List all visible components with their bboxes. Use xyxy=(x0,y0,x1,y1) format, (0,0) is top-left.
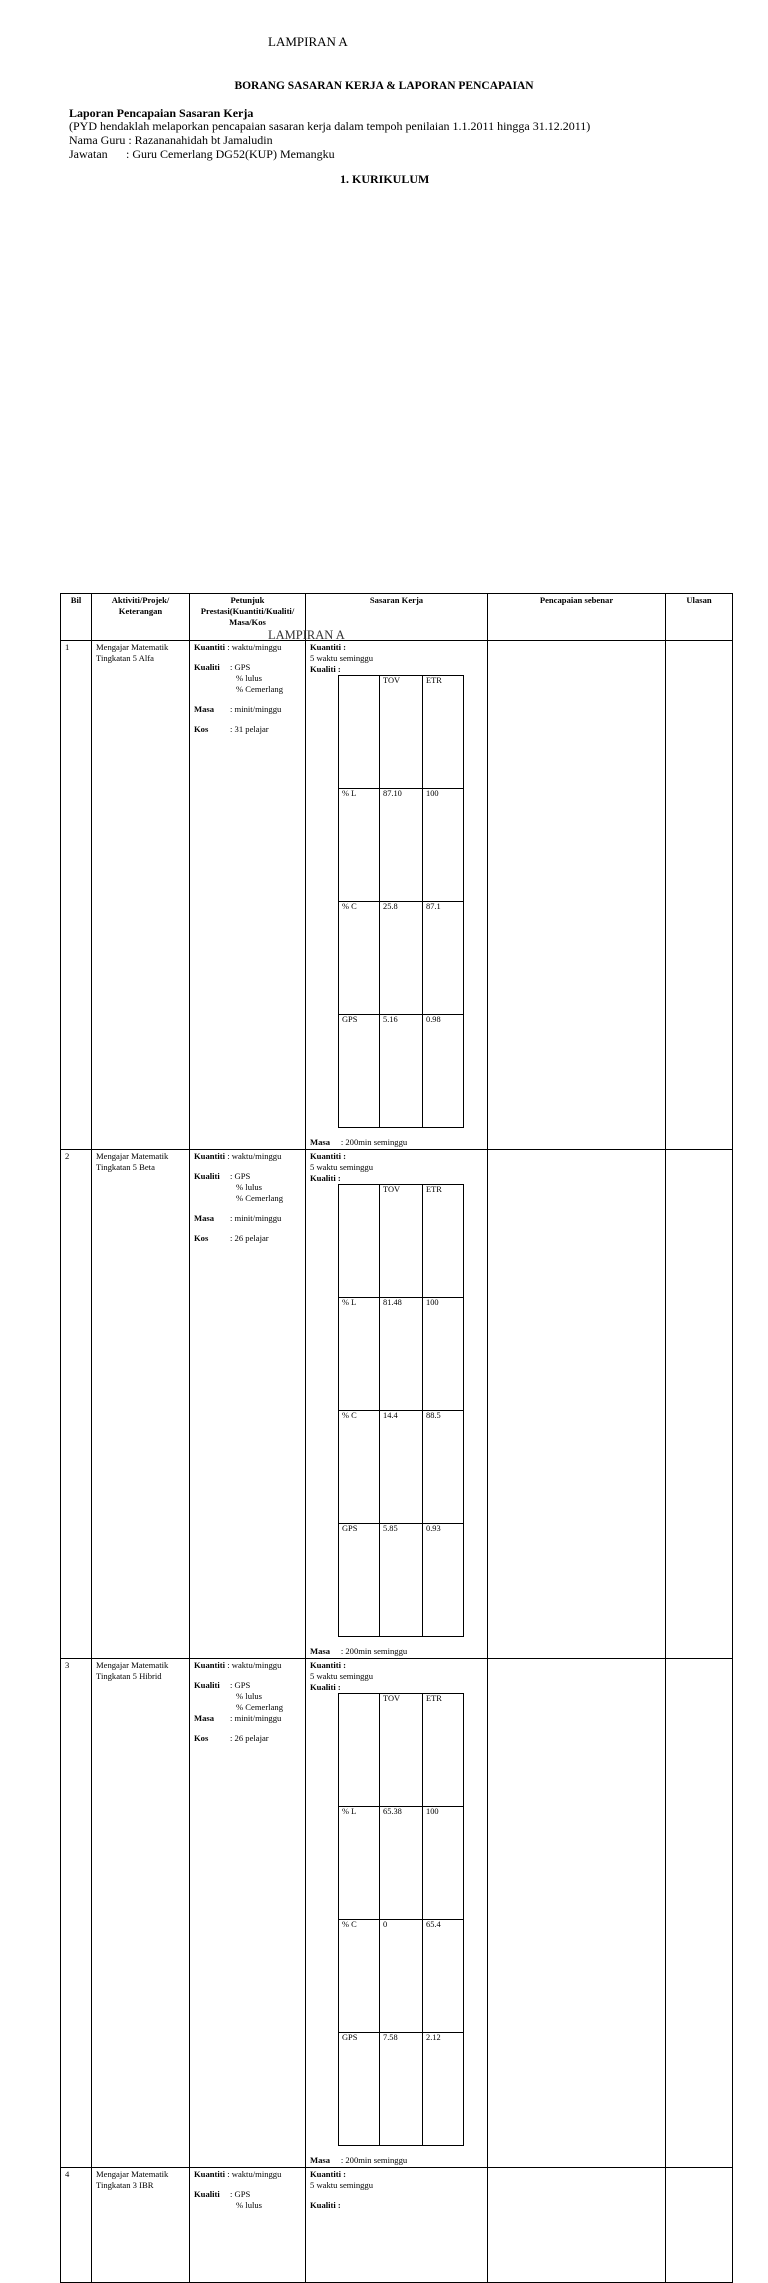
etr-gps: 2.12 xyxy=(423,2033,464,2146)
row-pencapaian xyxy=(488,1150,666,1659)
target-grade-table xyxy=(338,1693,464,2146)
lulus-label: % lulus xyxy=(236,673,263,683)
tov-c: 0 xyxy=(380,1920,423,2033)
header-aktiviti: Aktiviti/Projek/ Keterangan xyxy=(92,594,190,641)
etr-c: 87.1 xyxy=(423,902,464,1015)
kualiti-value: : GPS xyxy=(230,1680,251,1690)
header-sasaran: Sasaran Kerja xyxy=(306,594,488,641)
row-pencapaian xyxy=(488,1659,666,2168)
kualiti-value: : GPS xyxy=(230,2189,251,2199)
row-l-label: % L xyxy=(339,789,380,902)
table-row xyxy=(61,641,733,1150)
etr-c: 88.5 xyxy=(423,1411,464,1524)
col-etr: ETR xyxy=(423,1185,464,1298)
kualiti-label: Kualiti xyxy=(194,1171,220,1181)
tov-l: 87.10 xyxy=(380,789,423,902)
row-sasaran xyxy=(306,1659,488,2168)
lulus-label: % lulus xyxy=(236,2200,263,2210)
row-ulasan xyxy=(666,641,733,1150)
sasaran-masa-label: Masa xyxy=(310,1646,331,1656)
sasaran-masa-label: Masa xyxy=(310,1137,331,1147)
tov-c: 14.4 xyxy=(380,1411,423,1524)
sasaran-waktu: 5 waktu seminggu xyxy=(310,2180,374,2190)
sasaran-waktu: 5 waktu seminggu xyxy=(310,653,374,663)
header-bil: Bil xyxy=(61,594,92,641)
masa-label: Masa xyxy=(194,704,215,714)
kualiti-value: : GPS xyxy=(230,1171,251,1181)
table-header-row xyxy=(61,594,733,641)
position-line xyxy=(69,147,335,162)
tov-gps: 5.16 xyxy=(380,1015,423,1128)
table-row xyxy=(61,1659,733,2168)
sasaran-kuantiti: Kuantiti : xyxy=(310,642,347,652)
table-row xyxy=(61,2168,733,2283)
sasaran-kuantiti: Kuantiti : xyxy=(310,2169,347,2179)
row-aktiviti: Mengajar Matematik Tingkatan 5 Alfa xyxy=(92,641,190,1150)
target-grade-table xyxy=(338,675,464,1128)
row-bil: 3 xyxy=(61,1659,92,2168)
sasaran-masa-value: : 200min seminggu xyxy=(340,1137,408,1147)
sasaran-kualiti: Kualiti : xyxy=(310,664,341,674)
etr-l: 100 xyxy=(423,789,464,902)
sasaran-kuantiti: Kuantiti : xyxy=(310,1151,347,1161)
etr-l: 100 xyxy=(423,1298,464,1411)
sasaran-kuantiti: Kuantiti : xyxy=(310,1660,347,1670)
row-l-label: % L xyxy=(339,1298,380,1411)
row-c-label: % C xyxy=(339,902,380,1015)
row-gps-label: GPS xyxy=(339,1524,380,1637)
etr-c: 65.4 xyxy=(423,1920,464,2033)
kualiti-label: Kualiti xyxy=(194,1680,220,1690)
row-aktiviti: Mengajar Matematik Tingkatan 5 Hibrid xyxy=(92,1659,190,2168)
row-ulasan xyxy=(666,1659,733,2168)
etr-l: 100 xyxy=(423,1807,464,1920)
sasaran-masa-label: Masa xyxy=(310,2155,331,2165)
etr-gps: 0.93 xyxy=(423,1524,464,1637)
sasaran-masa-value: : 200min seminggu xyxy=(340,2155,408,2165)
row-ulasan xyxy=(666,2168,733,2283)
row-petunjuk xyxy=(190,641,306,1150)
work-target-table xyxy=(60,593,733,2283)
col-tov: TOV xyxy=(380,1694,423,1807)
kuantiti-value: : waktu/minggu xyxy=(227,642,282,652)
row-gps-label: GPS xyxy=(339,1015,380,1128)
sasaran-kualiti: Kualiti : xyxy=(310,2200,341,2210)
kos-label: Kos xyxy=(194,1233,209,1243)
lulus-label: % lulus xyxy=(236,1691,263,1701)
kos-label: Kos xyxy=(194,724,209,734)
kos-value: : 26 pelajar xyxy=(230,1733,269,1743)
report-note: (PYD hendaklah melaporkan pencapaian sasaran kerja dalam tempoh penilaian 1.1.2011 hingga 31.12.2011) xyxy=(69,119,591,133)
lulus-label: % lulus xyxy=(236,1182,263,1192)
kuantiti-value: : waktu/minggu xyxy=(227,1660,282,1670)
kuantiti-value: : waktu/minggu xyxy=(227,2169,282,2179)
form-title: BORANG SASARAN KERJA & LAPORAN PENCAPAIAN xyxy=(234,80,534,92)
section-heading: 1. KURIKULUM xyxy=(340,172,430,186)
teacher-name: Nama Guru : Razananahidah bt Jamaludin xyxy=(69,133,273,147)
masa-label: Masa xyxy=(194,1213,215,1223)
masa-value: : minit/minggu xyxy=(230,704,282,714)
row-l-label: % L xyxy=(339,1807,380,1920)
row-bil: 4 xyxy=(61,2168,92,2283)
kos-value: : 31 pelajar xyxy=(230,724,269,734)
header-ulasan: Ulasan xyxy=(666,594,733,641)
kuantiti-value: : waktu/minggu xyxy=(227,1151,282,1161)
masa-value: : minit/minggu xyxy=(230,1213,282,1223)
tov-gps: 5.85 xyxy=(380,1524,423,1637)
cemerlang-label: % Cemerlang xyxy=(236,684,284,694)
row-petunjuk xyxy=(190,1150,306,1659)
row-petunjuk xyxy=(190,2168,306,2283)
kuantiti-label: Kuantiti xyxy=(194,1660,226,1670)
position-value: : Guru Cemerlang DG52(KUP) Memangku xyxy=(126,147,335,161)
kos-label: Kos xyxy=(194,1733,209,1743)
col-etr: ETR xyxy=(423,676,464,789)
row-bil: 2 xyxy=(61,1150,92,1659)
row-c-label: % C xyxy=(339,1411,380,1524)
sasaran-masa-value: : 200min seminggu xyxy=(340,1646,408,1656)
kuantiti-label: Kuantiti xyxy=(194,642,226,652)
row-petunjuk xyxy=(190,1659,306,2168)
kos-value: : 26 pelajar xyxy=(230,1233,269,1243)
kualiti-label: Kualiti xyxy=(194,662,220,672)
row-ulasan xyxy=(666,1150,733,1659)
tov-gps: 7.58 xyxy=(380,2033,423,2146)
sasaran-kualiti: Kualiti : xyxy=(310,1173,341,1183)
sasaran-waktu: 5 waktu seminggu xyxy=(310,1162,374,1172)
tov-l: 81.48 xyxy=(380,1298,423,1411)
col-tov: TOV xyxy=(380,676,423,789)
row-bil: 1 xyxy=(61,641,92,1150)
cemerlang-label: % Cemerlang xyxy=(236,1702,284,1712)
row-c-label: % C xyxy=(339,1920,380,2033)
row-pencapaian xyxy=(488,2168,666,2283)
kuantiti-label: Kuantiti xyxy=(194,1151,226,1161)
lampiran-overlay-label: LAMPIRAN A xyxy=(268,628,345,642)
sasaran-waktu: 5 waktu seminggu xyxy=(310,1671,374,1681)
row-gps-label: GPS xyxy=(339,2033,380,2146)
kuantiti-label: Kuantiti xyxy=(194,2169,226,2179)
kualiti-value: : GPS xyxy=(230,662,251,672)
row-sasaran xyxy=(306,2168,488,2283)
report-subtitle: Laporan Pencapaian Sasaran Kerja xyxy=(69,106,254,120)
masa-label: Masa xyxy=(194,1713,215,1723)
row-aktiviti: Mengajar Matematik Tingkatan 3 IBR xyxy=(92,2168,190,2283)
target-grade-table xyxy=(338,1184,464,1637)
row-pencapaian xyxy=(488,641,666,1150)
row-aktiviti: Mengajar Matematik Tingkatan 5 Beta xyxy=(92,1150,190,1659)
cemerlang-label: % Cemerlang xyxy=(236,1193,284,1203)
sasaran-kualiti: Kualiti : xyxy=(310,1682,341,1692)
tov-c: 25.8 xyxy=(380,902,423,1015)
tov-l: 65.38 xyxy=(380,1807,423,1920)
lampiran-label: LAMPIRAN A xyxy=(268,34,348,49)
table-row xyxy=(61,1150,733,1659)
header-pencapaian: Pencapaian sebenar xyxy=(488,594,666,641)
masa-value: : minit/minggu xyxy=(230,1713,282,1723)
row-sasaran xyxy=(306,1150,488,1659)
row-sasaran xyxy=(306,641,488,1150)
col-etr: ETR xyxy=(423,1694,464,1807)
etr-gps: 0.98 xyxy=(423,1015,464,1128)
position-label: Jawatan xyxy=(69,147,108,161)
col-tov: TOV xyxy=(380,1185,423,1298)
header-petunjuk: Petunjuk Prestasi(Kuantiti/Kualiti/ Masa/Kos xyxy=(190,594,306,641)
kualiti-label: Kualiti xyxy=(194,2189,220,2199)
